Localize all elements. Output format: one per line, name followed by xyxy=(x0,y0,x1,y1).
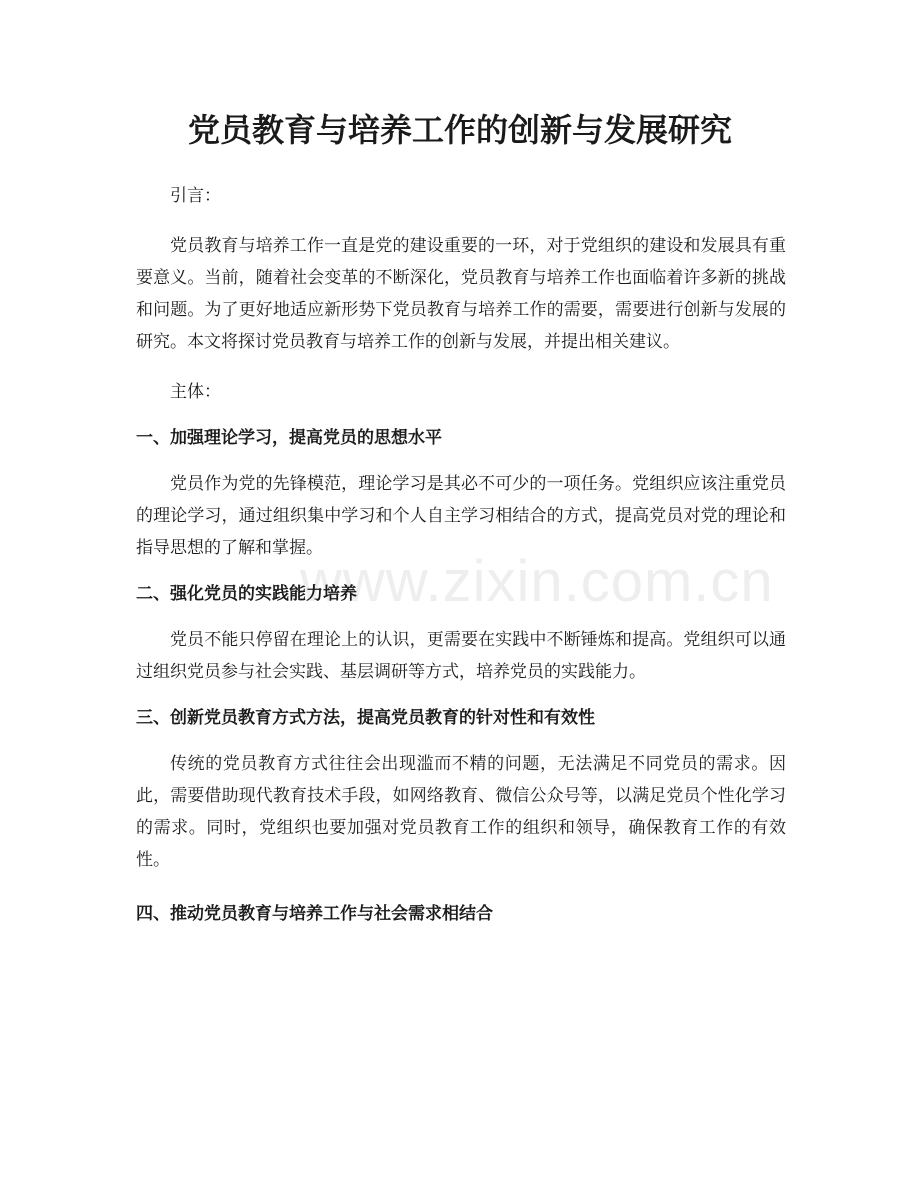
document-title: 党员教育与培养工作的创新与发展研究 xyxy=(187,111,732,149)
section-paragraph-1: 党员作为党的先锋模范，理论学习是其必不可少的一项任务。党组织应该注重党员的理论学习，通过组织集中学习和个人自主学习相结合的方式，提高党员对党的理论和指导思想的了解和掌握。 xyxy=(136,474,786,558)
body-label: 主体： xyxy=(170,382,221,402)
section-heading-4: 四、推动党员教育与培养工作与社会需求相结合 xyxy=(136,904,493,924)
section-paragraph-3: 传统的党员教育方式往往会出现滥而不精的问题，无法满足不同党员的需求。因此，需要借助现代教育技术手段，如网络教育、微信公众号等，以满足党员个性化学习的需求。同时，党组织也要加强对党员教育工作的组织和领导，确保教育工作的有效性。 xyxy=(136,754,786,870)
intro-label: 引言： xyxy=(170,186,221,206)
section-heading-3: 三、创新党员教育方式方法，提高党员教育的针对性和有效性 xyxy=(136,708,595,728)
intro-paragraph: 党员教育与培养工作一直是党的建设重要的一环，对于党组织的建设和发展具有重要意义。当前，随着社会变革的不断深化，党员教育与培养工作也面临着许多新的挑战和问题。为了更好地适应新形势下党员教育与培养工作的需要，需要进行创新与发展的研究。本文将探讨党员教育与培养工作的创新与发展，并提出相关建议。 xyxy=(136,236,786,352)
section-heading-1: 一、加强理论学习，提高党员的思想水平 xyxy=(136,428,442,448)
watermark: www.zixin.com.cn xyxy=(300,549,774,614)
section-heading-2: 二、强化党员的实践能力培养 xyxy=(136,584,357,604)
document-body xyxy=(136,180,786,930)
section-paragraph-2: 党员不能只停留在理论上的认识，更需要在实践中不断锤炼和提高。党组织可以通过组织党员参与社会实践、基层调研等方式，培养党员的实践能力。 xyxy=(136,630,786,682)
